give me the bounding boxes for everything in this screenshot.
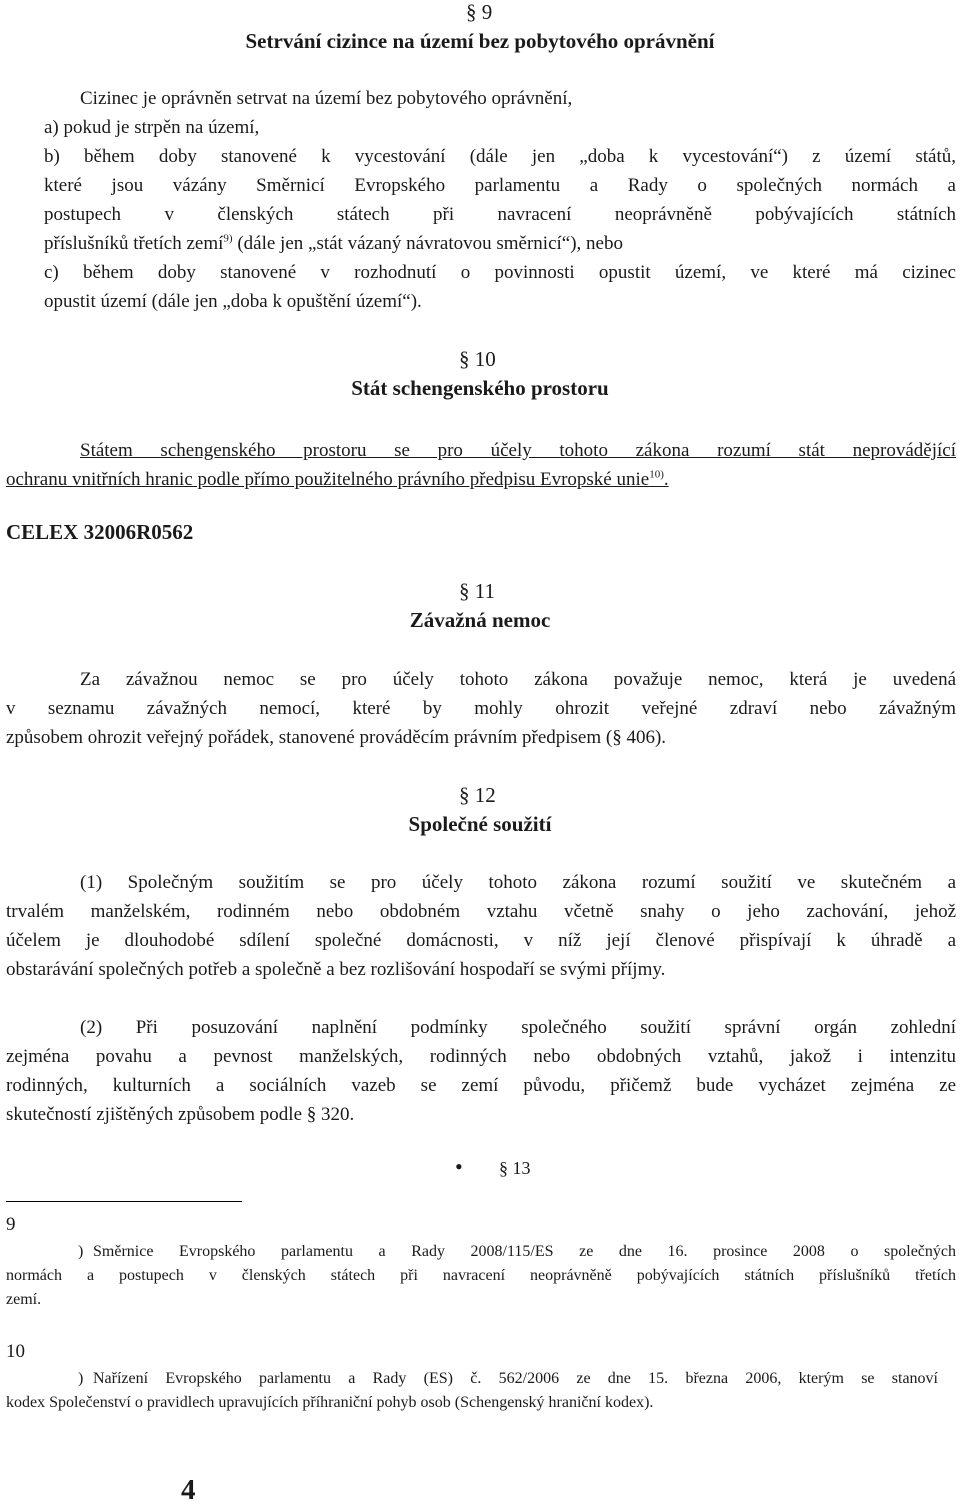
- footnote-line: zemí.: [6, 1291, 42, 1308]
- text-segment: (dále jen „stát vázaný návratovou směrnicí“), nebo: [232, 233, 623, 254]
- section-10-number: § 10: [459, 347, 496, 371]
- paragraph-line: rodinných, kulturních a sociálních vazeb se zemí původu, přičemž bude vycházet zejména ze: [6, 1075, 956, 1096]
- section-12-title: Společné soužití: [408, 812, 552, 836]
- paragraph-line: trvalém manželském, rodinném nebo obdobném vztahu včetně snahy o jeho zachování, jehož: [6, 901, 956, 922]
- section-9-title: Setrvání cizince na území bez pobytového oprávnění: [245, 29, 715, 53]
- footnote-line: normách a postupech v členských státech při navracení neoprávněně pobývajících státních příslušníků třetích: [6, 1267, 956, 1284]
- footnote-line: Nařízení Evropského parlamentu a Rady (ES) č. 562/2006 ze dne 15. března 2006, kterým se stanoví: [93, 1370, 938, 1387]
- list-item-a: a) pokud je strpěn na území,: [44, 117, 260, 138]
- paragraph-line: [6, 465, 956, 494]
- text-segment: .: [663, 469, 669, 490]
- section-9-number: § 9: [466, 0, 493, 24]
- page-number: 4: [181, 1474, 196, 1506]
- section-12-paragraph-2: [6, 1013, 956, 1129]
- paragraph-line: Státem schengenského prostoru se pro účely tohoto zákona rozumí stát neprovádějící: [80, 440, 956, 461]
- paragraph-line: Za závažnou nemoc se pro účely tohoto zákona považuje nemoc, která je uvedená: [80, 669, 956, 690]
- paragraph-line: účelem je dlouhodobé sdílení společné domácnosti, v níž její členové přispívají k úhradě a: [6, 930, 956, 951]
- paragraph-line: obstarávání společných potřeb a společně a bez rozlišování hospodaří se svými příjmy.: [6, 959, 666, 980]
- paragraph-line: Cizinec je oprávněn setrvat na území bez pobytového oprávnění,: [80, 88, 573, 109]
- section-13-number: § 13: [499, 1158, 531, 1178]
- paragraph-line: v seznamu závažných nemocí, které by mohly ohrozit veřejné zdraví nebo závažným: [6, 698, 956, 719]
- paragraph-line: (1) Společným soužitím se pro účely tohoto zákona rozumí soužití ve skutečném a: [80, 872, 956, 893]
- footnote-10-paren: ): [78, 1370, 84, 1387]
- paragraph-line: které jsou vázány Směrnicí Evropského parlamentu a Rady o společných normách a: [44, 175, 956, 196]
- section-11-body: [6, 665, 956, 752]
- section-10-title: Stát schengenského prostoru: [351, 376, 609, 400]
- footnote-separator: [6, 1201, 242, 1202]
- footnote-10-marker: 10: [6, 1341, 25, 1362]
- paragraph-line: (2) Při posuzování naplnění podmínky společného soužití správní orgán zohlední: [80, 1017, 956, 1038]
- footnote-ref-9[interactable]: 9): [223, 232, 233, 245]
- footnote-9-marker: 9: [6, 1214, 16, 1235]
- section-9-body: [44, 84, 956, 316]
- paragraph-line: skutečností zjištěných způsobem podle § 320.: [6, 1104, 355, 1125]
- section-10-body: [6, 436, 956, 494]
- text-segment: příslušníků třetích zemí: [44, 233, 224, 254]
- footnote-9-text: [6, 1240, 956, 1312]
- celex-reference: CELEX 32006R0562: [6, 520, 194, 544]
- section-11-number: § 11: [459, 579, 495, 603]
- paragraph-line: [44, 229, 956, 258]
- section-12-number: § 12: [459, 783, 496, 807]
- footnote-line: kodex Společenství o pravidlech upravujících příhraniční pohyb osob (Schengenský hraniční kodex).: [6, 1394, 654, 1411]
- footnote-9-paren: ): [78, 1243, 84, 1260]
- section-11-title: Závažná nemoc: [409, 608, 551, 632]
- list-item-b: b) během doby stanovené k vycestování (dále jen „doba k vycestování“) z území států,: [44, 146, 956, 167]
- paragraph-line: zejména povahu a pevnost manželských, rodinných nebo obdobných vztahů, jakož i intenzitu: [6, 1046, 956, 1067]
- section-12-paragraph-1: [6, 868, 956, 984]
- list-item-c: c) během doby stanovené v rozhodnutí o povinnosti opustit území, ve které má cizinec: [44, 262, 956, 283]
- footnote-10-text: [6, 1367, 938, 1415]
- footnote-ref-10[interactable]: 10): [649, 468, 664, 481]
- paragraph-line: postupech v členských státech při navracení neoprávněně pobývajících státních: [44, 204, 956, 225]
- paragraph-line: opustit území (dále jen „doba k opuštění území“).: [44, 291, 422, 312]
- bullet-icon: •: [455, 1154, 463, 1179]
- paragraph-line: způsobem ohrozit veřejný pořádek, stanovené prováděcím právním předpisem (§ 406).: [6, 727, 667, 748]
- footnote-line: Směrnice Evropského parlamentu a Rady 2008/115/ES ze dne 16. prosince 2008 o společných: [93, 1243, 956, 1260]
- text-segment: ochranu vnitřních hranic podle přímo použitelného právního předpisu Evropské unie: [6, 469, 650, 490]
